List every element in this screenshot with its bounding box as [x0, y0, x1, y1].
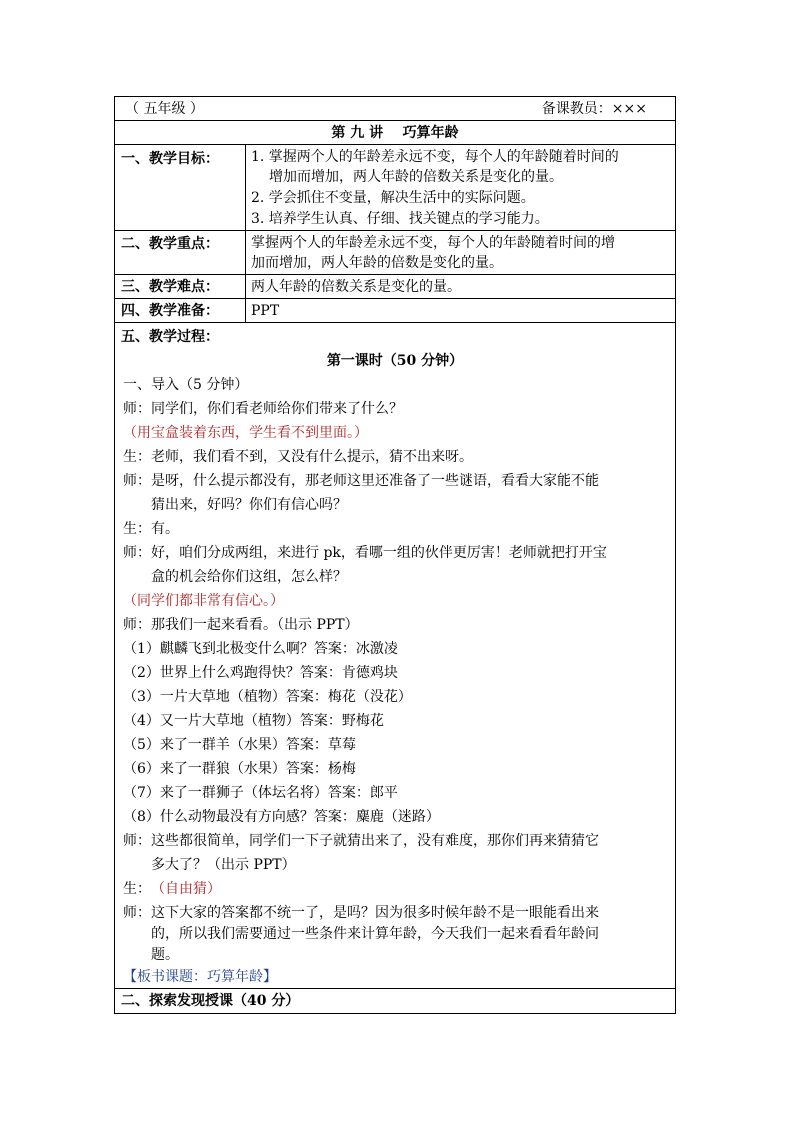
dialogue-line: 生：有。 [123, 521, 179, 537]
difficulty-label: 三、教学难点： [121, 279, 219, 295]
focus-line: 掌握两个人的年龄差永远不变，每个人的年龄随着时间的增 [251, 235, 615, 251]
dialogue-line: 师：这下大家的答案都不统一了，是吗？因为很多时候年龄不是一眼能看出来 [123, 905, 599, 921]
dialogue-line-cont: 猜出来，好吗？你们有信心吗？ [151, 497, 347, 513]
prep-label: 四、教学准备： [121, 303, 219, 319]
lesson-plan-table [114, 96, 676, 1014]
dialogue-line: 师：好，咱们分成两组，来进行 pk，看哪一组的伙伴更厉害！老师就把打开宝 [123, 545, 607, 561]
stage-note: （同学们都非常有信心。） [123, 593, 284, 609]
teacher-label: 备课教员：××× [541, 101, 647, 117]
grade-label: （ 五年级 ） [125, 101, 204, 117]
process-row [115, 323, 675, 989]
riddle-item: （8）什么动物最没有方向感？答案：麋鹿（迷路） [123, 809, 440, 825]
goal-line: 增加而增加，两人年龄的倍数关系是变化的量。 [269, 169, 563, 185]
goals-row [115, 145, 675, 231]
dialogue-line-cont: 的，所以我们需要通过一些条件来计算年龄，今天我们一起来看看年龄问 [151, 926, 599, 942]
dialogue-line-cont: 盒的机会给你们这组，怎么样？ [151, 569, 347, 585]
student-label: 生： [123, 881, 151, 897]
difficulty-row [115, 275, 675, 299]
dialogue-line: 师：这些都很简单，同学们一下子就猜出来了，没有难度，那你们再来猜猜它 [123, 833, 599, 849]
next-section-text: 二、探索发现授课（40 分） [121, 993, 300, 1009]
goal-line: 1. 掌握两个人的年龄差永远不变，每个人的年龄随着时间的 [251, 149, 619, 165]
dialogue-line: 师：那我们一起来看看。（出示 PPT） [123, 617, 359, 633]
prep-text: PPT [251, 303, 280, 319]
dialogue-line: 生：老师，我们看不到，又没有什么提示，猜不出来呀。 [123, 449, 473, 465]
riddle-item: （5）来了一群羊（水果）答案：草莓 [123, 737, 356, 753]
focus-row [115, 231, 675, 275]
riddle-item: （7）来了一群狮子（体坛名将）答案：郎平 [123, 785, 398, 801]
dialogue-line-cont: 题。 [151, 947, 179, 963]
goal-line: 2. 学会抓住不变量，解决生活中的实际问题。 [251, 190, 535, 206]
difficulty-text: 两人年龄的倍数关系是变化的量。 [251, 279, 461, 295]
riddle-item: （6）来了一群狼（水果）答案：杨梅 [123, 761, 356, 777]
title-row [115, 121, 675, 145]
dialogue-line-cont: 多大了？（出示 PPT） [151, 857, 296, 873]
next-section-row [115, 989, 675, 1013]
period-title: 第一课时（50 分钟） [326, 353, 464, 369]
riddle-item: （4）又一片大草地（植物）答案：野梅花 [123, 713, 384, 729]
dialogue-line: 师：是呀，什么提示都没有，那老师这里还准备了一些谜语，看看大家能不能 [123, 473, 599, 489]
focus-label: 二、教学重点： [121, 236, 219, 252]
focus-line: 加而增加，两人年龄的倍数是变化的量。 [251, 255, 503, 271]
header-row [115, 97, 675, 121]
dialogue-line: 师：同学们，你们看老师给你们带来了什么？ [123, 401, 403, 417]
riddle-item: （2）世界上什么鸡跑得快？答案：肯德鸡块 [123, 665, 398, 681]
intro-heading: 一、导入（5 分钟） [123, 377, 249, 393]
board-topic: 【板书课题：巧算年龄】 [123, 969, 277, 985]
goals-label: 一、教学目标： [121, 151, 219, 167]
prep-row [115, 299, 675, 323]
next-section-heading [121, 993, 299, 1009]
stage-note: （用宝盒装着东西，学生看不到里面。） [123, 425, 368, 441]
page-title: 第 九 讲 巧算年龄 [331, 125, 459, 141]
riddle-item: （1）麒麟飞到北极变什么啊？答案：冰激凌 [123, 641, 398, 657]
goal-line: 3. 培养学生认真、仔细、找关键点的学习能力。 [251, 211, 549, 227]
process-label: 五、教学过程： [121, 329, 219, 345]
riddle-item: （3）一片大草地（植物）答案：梅花（没花） [123, 689, 412, 705]
stage-note: （自由猜） [151, 881, 221, 897]
